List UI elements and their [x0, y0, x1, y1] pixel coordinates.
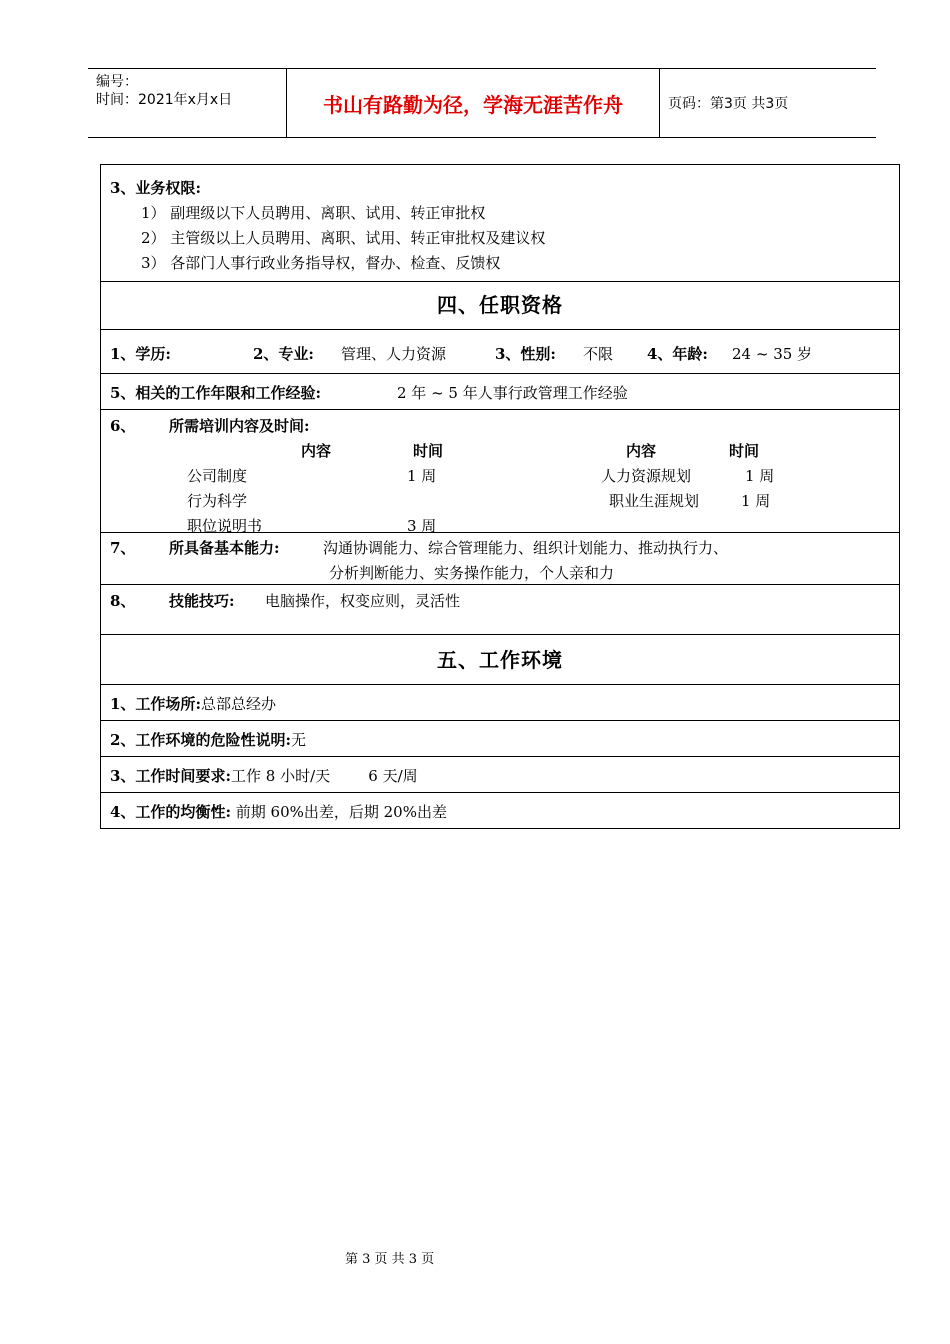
permission-item: 1） 副理级以下人员聘用、离职、试用、转正审批权	[141, 204, 486, 222]
section-title-qualifications: 四、任职资格	[101, 281, 899, 329]
permissions-title: 3、业务权限:	[110, 179, 201, 197]
training-item-time: 1 周	[741, 492, 771, 510]
workplace-value: 总部总经办	[200, 695, 276, 713]
abilities-row	[101, 532, 899, 584]
training-item-content: 职业生涯规划	[609, 492, 700, 510]
training-item-time: 1 周	[407, 467, 437, 485]
training-item-content: 人力资源规划	[601, 467, 692, 485]
training-number: 6、	[110, 417, 136, 435]
document-time-label: 时间：2021年x月x日	[96, 92, 233, 108]
education-label: 1、学历:	[110, 345, 171, 363]
training-col-time: 时间	[413, 442, 444, 460]
header-page-info: 页码：第3页 共3页	[668, 96, 789, 112]
training-col-time-2: 时间	[729, 442, 760, 460]
abilities-value-line2: 分析判断能力、实务操作能力，个人亲和力	[329, 564, 615, 582]
skills-row	[101, 584, 899, 634]
environment-row	[101, 720, 899, 756]
permissions-row	[101, 165, 899, 281]
job-description-table	[100, 164, 900, 829]
training-item-content: 行为科学	[187, 492, 248, 510]
gender-value: 不限	[583, 345, 614, 363]
abilities-number: 7、	[110, 539, 136, 557]
training-row	[101, 409, 899, 535]
work-hours-label: 3、工作时间要求:	[110, 767, 231, 785]
gender-label: 3、性别:	[495, 345, 556, 363]
experience-value: 2 年 ~ 5 年人事行政管理工作经验	[397, 384, 628, 402]
balance-label: 4、工作的均衡性:	[110, 803, 231, 821]
page-header	[88, 68, 876, 138]
permission-item: 2） 主管级以上人员聘用、离职、试用、转正审批权及建议权	[141, 229, 546, 247]
training-item-content: 职位说明书	[187, 517, 263, 535]
balance-value: 前期 60%出差，后期 20%出差	[230, 803, 447, 821]
training-label: 所需培训内容及时间:	[169, 417, 310, 435]
training-col-content: 内容	[301, 442, 332, 460]
age-value: 24 ~ 35 岁	[732, 345, 813, 363]
header-motto: 书山有路勤为径，学海无涯苦作舟	[286, 69, 660, 137]
qualification-basic-row	[101, 329, 899, 373]
skills-value: 电脑操作，权变应则，灵活性	[265, 592, 461, 610]
experience-row	[101, 373, 899, 409]
section-title-work-environment: 五、工作环境	[101, 634, 899, 684]
work-hours-value: 工作 8 小时/天 6 天/周	[230, 767, 418, 785]
skills-number: 8、	[110, 592, 136, 610]
workplace-label: 1、工作场所:	[110, 695, 201, 713]
hazard-value: 无	[290, 731, 306, 749]
experience-label: 5、相关的工作年限和工作经验:	[110, 384, 321, 402]
environment-row	[101, 756, 899, 792]
training-item-time: 3 周	[407, 517, 437, 535]
hazard-label: 2、工作环境的危险性说明:	[110, 731, 291, 749]
document-number-label: 编号：	[96, 74, 138, 90]
skills-label: 技能技巧:	[169, 592, 235, 610]
environment-row	[101, 792, 899, 828]
permission-item: 3） 各部门人事行政业务指导权，督办、检查、反馈权	[141, 254, 501, 272]
abilities-value-line1: 沟通协调能力、综合管理能力、组织计划能力、推动执行力、	[323, 539, 729, 557]
training-item-content: 公司制度	[187, 467, 248, 485]
page-footer: 第 3 页 共 3 页	[345, 1252, 435, 1267]
major-value: 管理、人力资源	[341, 345, 447, 363]
abilities-label: 所具备基本能力:	[169, 539, 280, 557]
environment-row	[101, 684, 899, 720]
training-col-content-2: 内容	[626, 442, 657, 460]
header-meta	[96, 73, 232, 109]
training-item-time: 1 周	[745, 467, 775, 485]
major-label: 2、专业:	[253, 345, 314, 363]
age-label: 4、年龄:	[647, 345, 708, 363]
